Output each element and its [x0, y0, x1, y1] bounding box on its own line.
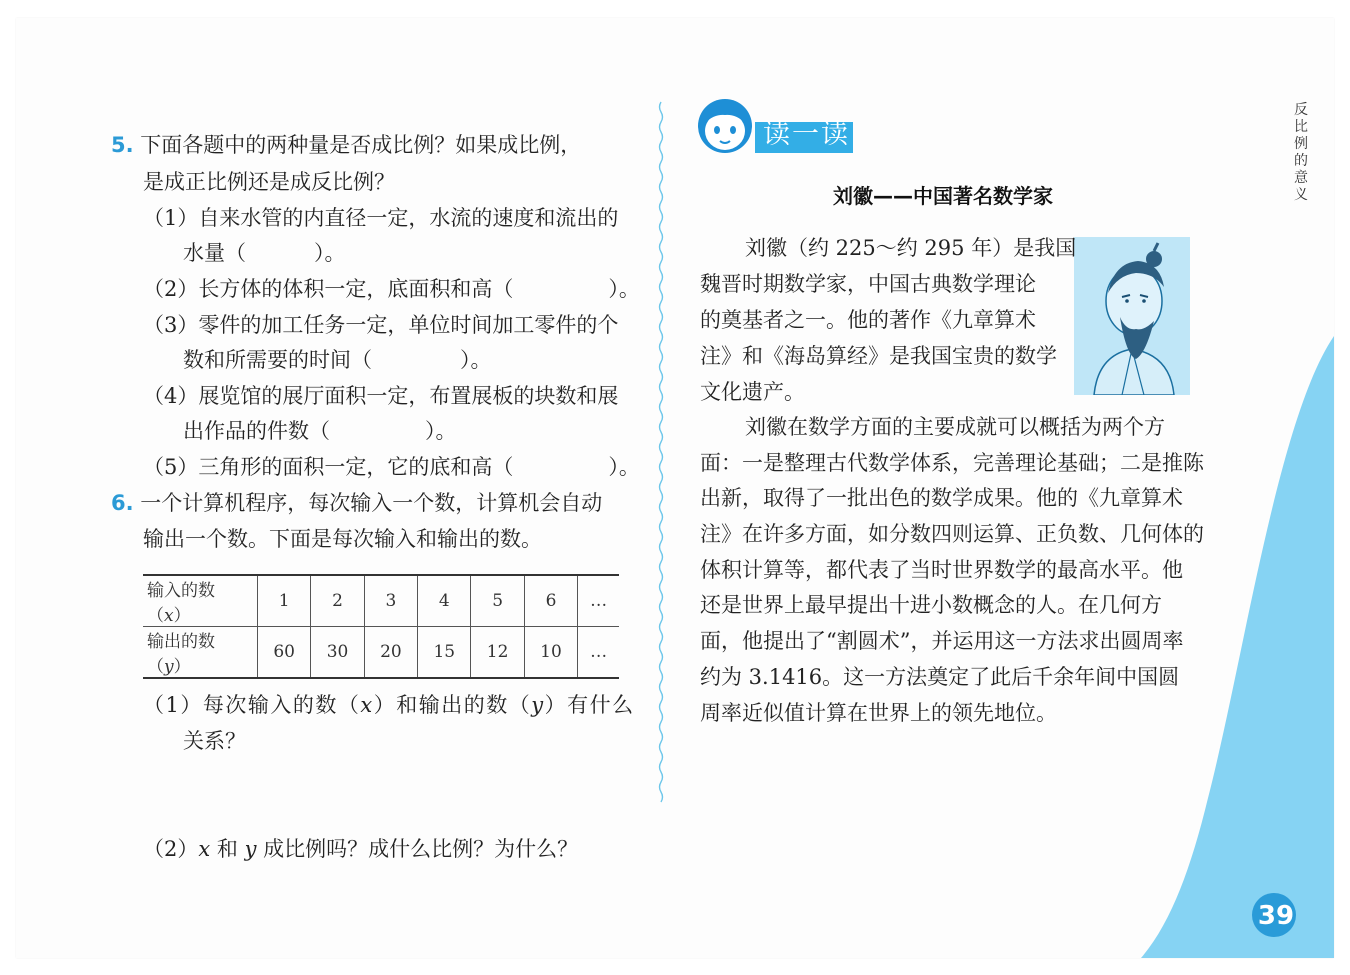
q5-item4-line2: [183, 416, 457, 446]
q6-stem-1: 一个计算机程序，每次输入一个数，计算机会自动: [140, 491, 603, 515]
sub1-text-c: ）有什么: [544, 693, 635, 717]
sub2-text-b: 和: [210, 837, 245, 861]
q6-stem-2: 输出一个数。下面是每次输入和输出的数。: [143, 527, 542, 551]
table-cell: …: [578, 627, 619, 679]
q6-sub2: [143, 834, 578, 864]
var-y: y: [244, 837, 257, 861]
table-row: [143, 627, 619, 679]
article-line: 面：一是整理古代数学体系，完善理论基础；二是推陈: [700, 451, 1204, 475]
q5-item1-text: 水量（: [183, 241, 246, 265]
article-line: 刘徽在数学方面的主要成就可以概括为两个方: [745, 415, 1165, 439]
table-cell: 15: [418, 627, 471, 679]
table-cell: 12: [471, 627, 524, 679]
q5-item3-text: 数和所需要的时间（: [183, 348, 372, 372]
chapter-side-title: 反比例的意义: [1294, 102, 1308, 203]
article-line: 注》和《海岛算经》是我国宝贵的数学: [700, 344, 1057, 368]
label-close: ）: [173, 606, 191, 626]
table-cell: 30: [311, 627, 364, 679]
article-line: 体积计算等，都代表了当时世界数学的最高水平。他: [700, 558, 1183, 582]
q5-item3-line2: [183, 345, 492, 375]
article-line: 注》在许多方面，如分数四则运算、正负数、几何体的: [700, 522, 1204, 546]
table-cell: 10: [524, 627, 577, 679]
girl-mascot-icon: [696, 97, 754, 155]
table-cell: 4: [418, 575, 471, 627]
sub2-text-a: （2）: [143, 837, 199, 861]
q5-item2-text: （2）长方体的体积一定，底面积和高（: [143, 277, 514, 301]
q5-item1-line1: （1）自来水管的内直径一定，水流的速度和流出的: [143, 206, 619, 230]
table-cell: 1: [258, 575, 311, 627]
article-title: 刘徽——中国著名数学家: [833, 184, 1053, 208]
table-cell: 6: [524, 575, 577, 627]
q5-item5-text: （5）三角形的面积一定，它的底和高（: [143, 455, 514, 479]
q6-line1: [111, 488, 602, 518]
var-y: y: [164, 657, 174, 677]
table-cell: 3: [364, 575, 417, 627]
page-number: 39: [1257, 901, 1295, 931]
column-divider: [660, 102, 663, 802]
q5-item5-close: ）。: [608, 455, 640, 479]
q5-item3-close: ）。: [460, 348, 492, 372]
q5-line1: [111, 130, 581, 160]
q5-stem-2: 是成正比例还是成反比例？: [143, 170, 395, 194]
var-y: y: [531, 693, 545, 717]
row-header-output: [143, 627, 258, 679]
article-line: 还是世界上最早提出十进小数概念的人。在几何方: [700, 593, 1162, 617]
var-x: x: [164, 606, 174, 626]
label-text: 输出的数（: [147, 632, 215, 677]
article-line: 的奠基者之一。他的著作《九章算术: [700, 308, 1036, 332]
q5-item5: [143, 452, 640, 482]
q5-item4-text: 出作品的件数（: [183, 419, 330, 443]
q6-sub1-line1: [143, 690, 635, 720]
row-header-input: [143, 575, 258, 627]
io-table: [143, 574, 619, 679]
q5-item1-line2: [183, 238, 346, 268]
q6-number: 6.: [111, 491, 134, 515]
table-cell: 20: [364, 627, 417, 679]
table-cell: 5: [471, 575, 524, 627]
liu-hui-portrait: [1074, 237, 1190, 395]
sub2-text-c: 成比例吗？成什么比例？为什么？: [256, 837, 579, 861]
article-line: 周率近似值计算在世界上的领先地位。: [700, 701, 1057, 725]
article-line: 出新，取得了一批出色的数学成果。他的《九章算术: [700, 486, 1183, 510]
var-x: x: [360, 693, 374, 717]
q5-stem-1: 下面各题中的两种量是否成比例？如果成比例，: [140, 133, 582, 157]
q5-number: 5.: [111, 133, 134, 157]
article-line: 文化遗产。: [700, 380, 805, 404]
article-line: 面，他提出了“割圆术”，并运用这一方法求出圆周率: [700, 629, 1184, 653]
sub1-text-b: ）和输出的数（: [373, 693, 532, 717]
sub1-text-a: （1）每次输入的数（: [143, 693, 361, 717]
reading-badge-label: 读一读: [763, 119, 850, 150]
q5-item2-close: ）。: [608, 277, 640, 301]
q5-item4-line1: （4）展览馆的展厅面积一定，布置展板的块数和展: [143, 384, 619, 408]
table-cell: 60: [258, 627, 311, 679]
q5-item2: [143, 274, 640, 304]
q5-item1-close: ）。: [314, 241, 346, 265]
portrait-icon: [1074, 237, 1190, 395]
q5-item3-line1: （3）零件的加工任务一定，单位时间加工零件的个: [143, 313, 619, 337]
article-line: 刘徽（约 225～约 295 年）是我国: [745, 236, 1077, 260]
table-cell: …: [578, 575, 619, 627]
table-cell: 2: [311, 575, 364, 627]
article-line: 魏晋时期数学家，中国古典数学理论: [700, 272, 1036, 296]
table-row: [143, 575, 619, 627]
label-close: ）: [173, 657, 191, 677]
article-line: 约为 3.1416。这一方法奠定了此后千余年间中国圆: [700, 665, 1180, 689]
q6-sub1-line2: 关系？: [183, 729, 246, 753]
label-text: 输入的数（: [147, 581, 215, 626]
q5-item4-close: ）。: [425, 419, 457, 443]
var-x: x: [198, 837, 211, 861]
